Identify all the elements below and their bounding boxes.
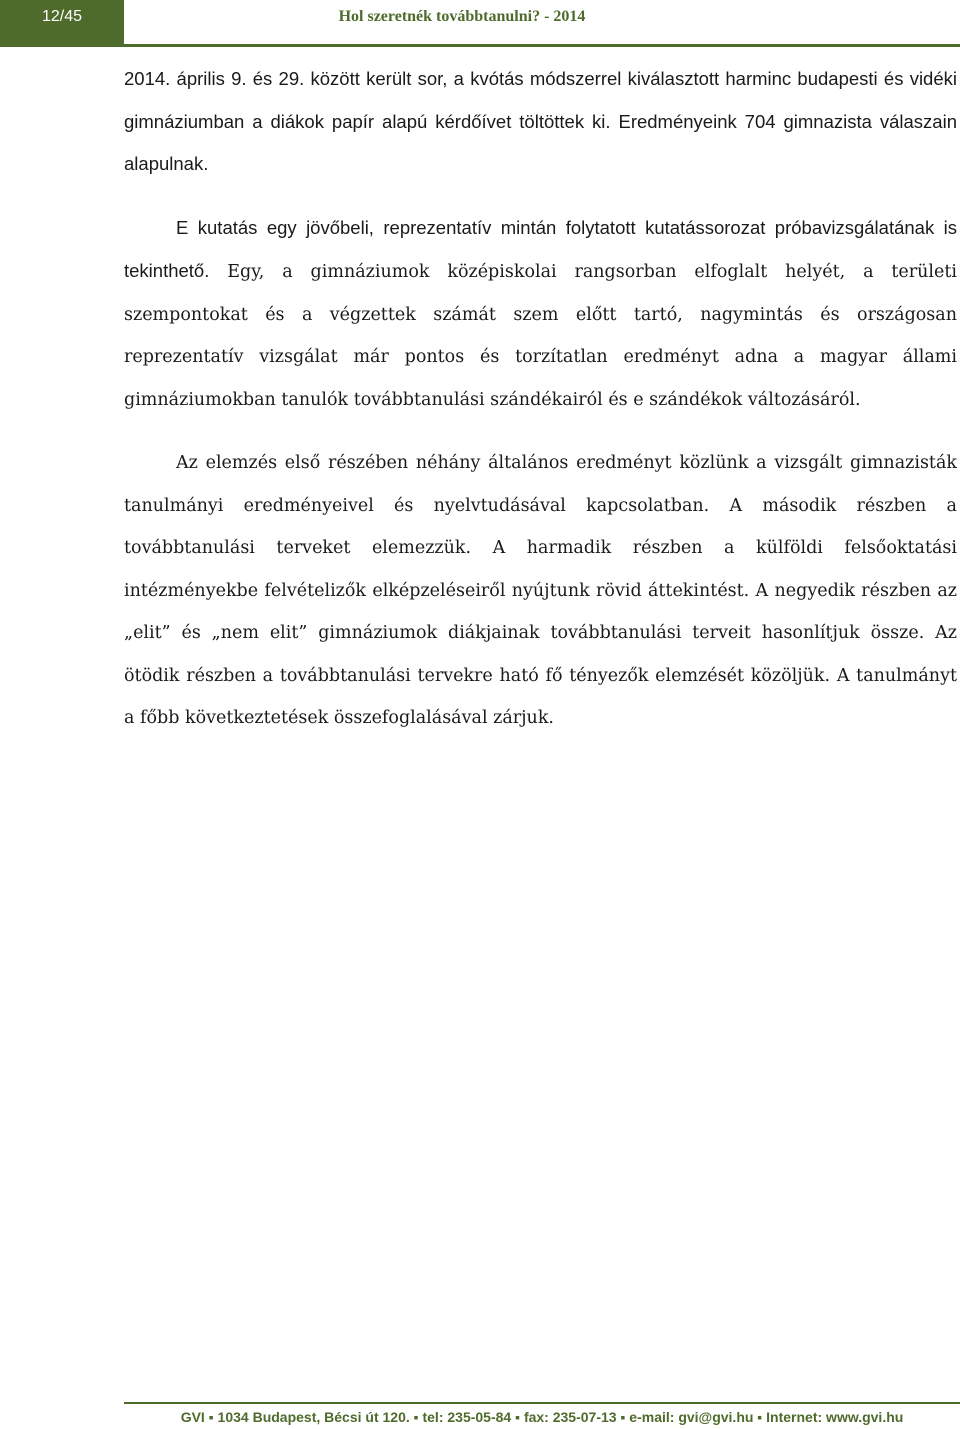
document-body [124,58,957,740]
page-number-badge: 12/45 [0,0,124,47]
footer-divider [124,1402,960,1404]
page-header [0,0,960,48]
paragraph-intro: 2014. április 9. és 29. között került sor, a kvótás módszerrel kiválasztott harminc budapesti és vidéki gimnáziumban a diákok papír alapú kérdőívet töltöttek ki. Eredményeink 704 gimnazista válaszain alapulnak. [124,68,957,174]
paragraph-structure: Az elemzés első részében néhány általános eredményt közlünk a vizsgált gimnazisták tanulmányi eredményeivel és nyelvtudásával kapcsolatban. A második részben a továbbtanulási terveket elemezzük. A harmadik részben a külföldi felsőoktatási intézményekbe felvételizők elképzeléseiről nyújtunk rövid áttekintést. A negyedik részben az „elit” és „nem elit” gimnáziumok diákjainak továbbtanulási terveit hasonlítjuk össze. Az ötödik részben a továbbtanulási tervekre ható fő tényezők elemzését közöljük. A tanulmányt a főbb következtetések összefoglalásával zárjuk. [124,453,957,728]
paragraph-research-scope-lead: E kutatás egy jövőbeli, reprezentatív mintán folytatott kutatássorozat próbavizsgálatának is tekinthető. [124,216,957,281]
document-title: Hol szeretnék továbbtanulni? - 2014 [338,8,586,25]
page-footer: GVI ▪ 1034 Budapest, Bécsi út 120. ▪ tel: 235-05-84 ▪ fax: 235-07-13 ▪ e-mail: gvi@gvi.hu ▪ Internet: www.gvi.hu [180,1409,904,1425]
paragraph-research-scope-rest: Egy, a gimnáziumok középiskolai rangsorban elfoglalt helyét, a területi szempontokat és a végzettek számát szem előtt tartó, nagymintás és országosan reprezentatív vizsgálat már pontos és torzítatlan eredményt adna a magyar állami gimnáziumokban tanulók továbbtanulási szándékairól és e szándékok változásáról. [124,262,957,410]
header-divider [124,44,960,47]
paragraph-research-scope [124,207,957,422]
